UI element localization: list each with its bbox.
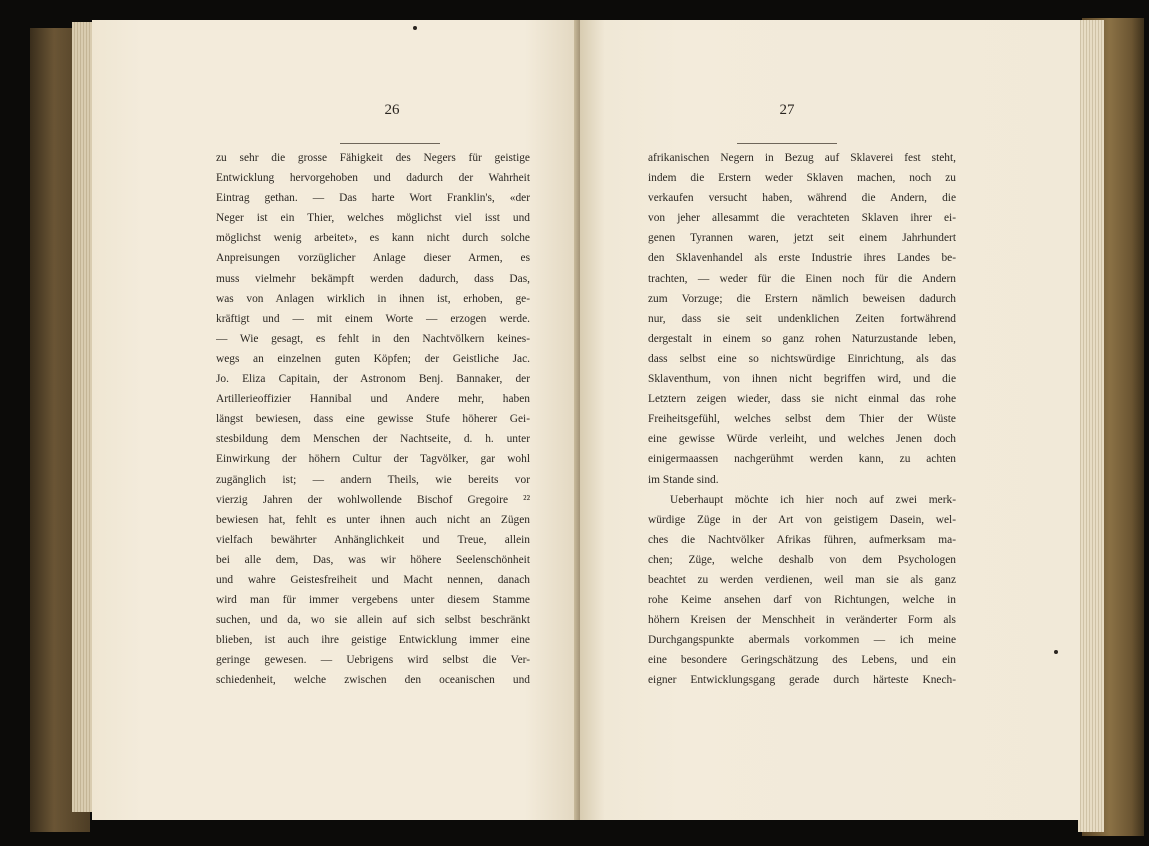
right-page-number: 27: [779, 102, 795, 118]
right-page-number-rule: [737, 143, 837, 144]
text-line: genen Tyrannen waren, jetzt seit einem Jahrhundert: [648, 232, 956, 245]
text-line: muss vielmehr bekämpft werden dadurch, dass Das,: [216, 272, 530, 285]
page-edges-right: [1078, 20, 1104, 832]
text-line: eine gewisse Würde verleiht, und welches Jenen doch: [648, 433, 956, 446]
text-line: zu sehr die grosse Fähigkeit des Negers für geistige: [216, 152, 530, 164]
text-line: eigner Entwicklungsgang gerade durch härteste Knech-: [648, 674, 956, 687]
text-line: den Sklavenhandel als erste Industrie ihres Landes be-: [648, 252, 956, 265]
text-line: würdige Züge in der Art von geistigem Dasein, wel-: [648, 513, 956, 526]
text-line: Anpreisungen vorzüglicher Anlage dieser Armen, es: [216, 252, 530, 265]
text-line: chen; Züge, welche deshalb von dem Psychologen: [648, 553, 956, 566]
text-line: eine besondere Geringschätzung des Lebens, und ein: [648, 654, 956, 667]
right-page-text: [648, 148, 956, 691]
text-line: zum Vorzuge; die Erstern nämlich beweisen dadurch: [648, 292, 956, 305]
right-page: [580, 20, 1080, 820]
text-line: nur, dass sie seit undenklichen Zeiten fortwährend: [648, 312, 956, 325]
text-line: kräftigt und — mit einem Worte — erzogen werde.: [216, 312, 530, 325]
text-line: Einwirkung der höhern Cultur der Tagvölker, gar wohl: [216, 453, 530, 466]
text-line: suchen, und da, wo sie allein auf sich selbst beschränkt: [216, 614, 530, 627]
text-line: höhern Kreisen der Menschheit in veränderter Form als: [648, 614, 956, 627]
ink-speck: [1054, 650, 1058, 654]
text-line: und wahre Geistesfreiheit und Macht nennen, danach: [216, 573, 530, 586]
text-line: zugänglich ist; — andern Theils, wie bereits vor: [216, 473, 530, 486]
text-line: — Wie gesagt, es fehlt in den Nachtvölkern keines-: [216, 332, 530, 345]
text-line: Entwicklung hervorgehoben und dadurch der Wahrheit: [216, 172, 530, 185]
text-line: dergestalt in einem so ganz rohen Naturzustande leben,: [648, 332, 956, 345]
text-line: vielfach bewährter Anhänglichkeit und Treue, allein: [216, 533, 530, 546]
text-line: Neger ist ein Thier, welches möglichst viel isst und: [216, 212, 530, 225]
text-line: indem die Erstern weder Sklaven machen, noch zu: [648, 172, 956, 185]
text-line: wegs an einzelnen guten Köpfen; der Geistliche Jac.: [216, 352, 530, 365]
text-line: rohe Keime ansehen darf von Richtungen, welche in: [648, 594, 956, 607]
text-line: einigermaassen nachgerühmt werden kann, zu achten: [648, 453, 956, 466]
text-line: vierzig Jahren der wohlwollende Bischof Gregoire ²²: [216, 493, 530, 506]
text-line: ches die Nachtvölker Afrikas führen, aufmerksam ma-: [648, 533, 956, 546]
text-line: verkaufen versucht haben, während die Andern, die: [648, 192, 956, 205]
text-line: Ueberhaupt möchte ich hier noch auf zwei merk-: [670, 493, 956, 506]
left-page-number-rule: [340, 143, 440, 144]
text-line: geringe gewesen. — Uebrigens wird selbst die Ver-: [216, 654, 530, 667]
text-line: stesbildung dem Menschen der Nachtseite, d. h. unter: [216, 433, 530, 446]
text-line: von jeher allesammt die verachteten Sklaven ihrer ei-: [648, 212, 956, 225]
ink-speck: [413, 26, 417, 30]
left-page: [92, 20, 584, 820]
text-line: beachtet zu werden verdienen, weil man sie als ganz: [648, 573, 956, 586]
text-line: wird man für immer vergebens unter diesem Stamme: [216, 594, 530, 607]
left-page-text: [216, 148, 530, 691]
text-line: trachten, — weder für die Einen noch für die Andern: [648, 272, 956, 285]
text-line: Letztern zeigen wieder, dass sie nicht einmal das rohe: [648, 393, 956, 406]
text-line: Sklaventhum, von ihnen nicht begriffen wird, und die: [648, 373, 956, 386]
page-edges-left: [72, 22, 94, 812]
text-line: dass selbst eine so nichtswürdige Einrichtung, als das: [648, 352, 956, 365]
text-line: Freiheitsgefühl, welches selbst dem Thier der Wüste: [648, 413, 956, 426]
text-line: schiedenheit, welche zwischen den oceanischen und: [216, 674, 530, 687]
text-line: Artillerieoffizier Hannibal und Andere mehr, haben: [216, 393, 530, 406]
text-line: bei alle dem, Das, was wir höhere Seelenschönheit: [216, 553, 530, 566]
text-line: was von Anlagen wirklich in ihnen ist, erhoben, ge-: [216, 292, 530, 305]
text-line: afrikanischen Negern in Bezug auf Sklaverei fest steht,: [648, 152, 956, 164]
text-line: Eintrag gethan. — Das harte Wort Franklin's, «der: [216, 192, 530, 205]
text-line: möglichst wenig arbeitet», es kann nicht durch solche: [216, 232, 530, 245]
text-line: Jo. Eliza Capitain, der Astronom Benj. Bannaker, der: [216, 373, 530, 386]
text-line: Durchgangspunkte abermals vorkommen — ich meine: [648, 634, 956, 647]
text-line: im Stande sind.: [648, 473, 719, 486]
text-line: bewiesen hat, fehlt es unter ihnen auch nicht an Zügen: [216, 513, 530, 526]
text-line: blieben, ist auch ihre geistige Entwicklung immer eine: [216, 634, 530, 647]
left-page-number: 26: [384, 102, 400, 118]
text-line: längst bewiesen, dass eine gewisse Stufe höherer Gei-: [216, 413, 530, 426]
